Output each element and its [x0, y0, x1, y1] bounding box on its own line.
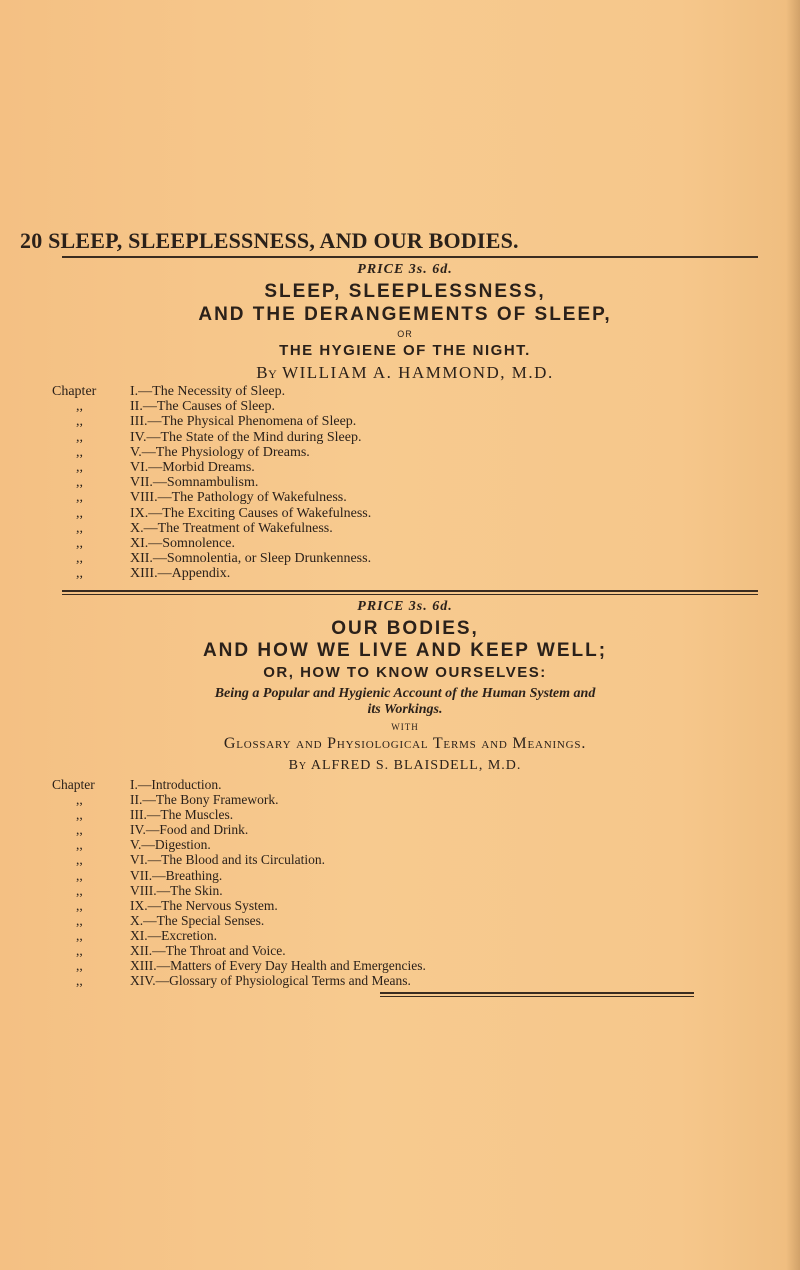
- chapter-row: [52, 475, 371, 490]
- book2-chapter-list: [52, 777, 426, 988]
- chapter-row: [52, 973, 426, 988]
- header-rule: [62, 256, 758, 258]
- ditto-mark: ,,: [76, 837, 83, 853]
- book1-price: PRICE 3s. 6d.: [357, 262, 453, 277]
- chapter-title: XI.—Excretion.: [130, 927, 217, 943]
- ditto-mark: ,,: [76, 867, 83, 883]
- section-rule-bottom: [62, 594, 758, 595]
- chapter-row: [52, 430, 371, 445]
- book1-author-line: [60, 363, 750, 383]
- chapter-title: VII.—Breathing.: [130, 867, 223, 883]
- chapter-title: XII.—The Throat and Voice.: [130, 943, 286, 959]
- book2-glossary: Glossary and Physiological Terms and Meanings.: [223, 735, 587, 752]
- ditto-mark: ,,: [76, 520, 83, 536]
- chapter-row: [52, 958, 426, 973]
- ditto-mark: ,,: [76, 958, 83, 974]
- ditto-mark: ,,: [76, 943, 83, 959]
- chapter-row: [52, 384, 371, 399]
- ditto-mark: ,,: [76, 792, 83, 808]
- chapter-row: [52, 414, 371, 429]
- ditto-mark: ,,: [76, 505, 83, 521]
- chapter-title: IX.—The Nervous System.: [130, 897, 278, 913]
- chapter-title: VI.—Morbid Dreams.: [130, 460, 255, 476]
- chapter-title: II.—The Causes of Sleep.: [130, 399, 276, 415]
- ditto-mark: ,,: [76, 444, 83, 460]
- chapter-title: IV.—The State of the Mind during Sleep.: [130, 429, 362, 445]
- chapter-title: VII.—Somnambulism.: [130, 475, 259, 491]
- book2-with: WITH: [391, 722, 419, 732]
- page-edge-shadow: [786, 0, 800, 1270]
- ditto-mark: ,,: [76, 807, 83, 823]
- chapter-row: [52, 490, 371, 505]
- ditto-mark: ,,: [76, 460, 83, 476]
- book2-title-line3: OR, HOW TO KNOW OURSELVES:: [263, 664, 547, 681]
- chapter-title: XIII.—Appendix.: [130, 566, 231, 582]
- ditto-mark: ,,: [76, 399, 83, 415]
- footer-rule-top: [380, 992, 694, 994]
- chapter-label: Chapter: [52, 777, 95, 792]
- chapter-title: IV.—Food and Drink.: [130, 822, 249, 838]
- chapter-title: II.—The Bony Framework.: [130, 792, 279, 808]
- chapter-title: V.—Digestion.: [130, 837, 211, 853]
- book1-chapter-list: [52, 384, 371, 582]
- chapter-row: [52, 928, 426, 943]
- chapter-title: III.—The Muscles.: [130, 807, 234, 823]
- chapter-title: VI.—The Blood and its Circulation.: [130, 852, 325, 868]
- chapter-title: XI.—Somnolence.: [130, 536, 235, 552]
- chapter-row: [52, 445, 371, 460]
- ditto-mark: ,,: [76, 973, 83, 989]
- chapter-row: [52, 777, 426, 792]
- book1-title-line2: AND THE DERANGEMENTS OF SLEEP,: [198, 304, 612, 325]
- book1-subtitle: THE HYGIENE OF THE NIGHT.: [279, 342, 531, 359]
- chapter-title: X.—The Special Senses.: [130, 912, 265, 928]
- chapter-row: [52, 399, 371, 414]
- section-rule-top: [62, 590, 758, 592]
- chapter-title: I.—The Necessity of Sleep.: [130, 384, 286, 399]
- ditto-mark: ,,: [76, 414, 83, 430]
- chapter-row: [52, 551, 371, 566]
- book2-author: ALFRED S. BLAISDELL, M.D.: [310, 758, 522, 773]
- ditto-mark: ,,: [76, 429, 83, 445]
- chapter-title: I.—Introduction.: [130, 777, 222, 792]
- footer-rule-bottom: [380, 996, 694, 997]
- chapter-row: [52, 852, 426, 867]
- chapter-title: XII.—Somnolentia, or Sleep Drunkenness.: [130, 551, 372, 567]
- book2-author-line: [60, 758, 750, 774]
- chapter-row: [52, 521, 371, 536]
- book2-by: By: [288, 758, 308, 773]
- chapter-title: X.—The Treatment of Wakefulness.: [130, 520, 333, 536]
- chapter-row: [52, 460, 371, 475]
- chapter-title: V.—The Physiology of Dreams.: [130, 444, 310, 460]
- book2-description-line1: Being a Popular and Hygienic Account of the Human System and: [214, 686, 596, 701]
- running-head: 20 SLEEP, SLEEPLESSNESS, AND OUR BODIES.: [20, 228, 519, 253]
- book1-or: OR: [397, 329, 413, 339]
- ditto-mark: ,,: [76, 490, 83, 506]
- ditto-mark: ,,: [76, 536, 83, 552]
- chapter-row: [52, 913, 426, 928]
- book2-price: PRICE 3s. 6d.: [357, 599, 453, 614]
- chapter-row: [52, 566, 371, 581]
- book1-title-line1: SLEEP, SLEEPLESSNESS,: [264, 281, 546, 302]
- ditto-mark: ,,: [76, 897, 83, 913]
- chapter-row: [52, 883, 426, 898]
- chapter-row: [52, 506, 371, 521]
- chapter-title: III.—The Physical Phenomena of Sleep.: [130, 414, 357, 430]
- chapter-row: [52, 868, 426, 883]
- ditto-mark: ,,: [76, 475, 83, 491]
- chapter-title: VIII.—The Pathology of Wakefulness.: [130, 490, 347, 506]
- chapter-row: [52, 898, 426, 913]
- ditto-mark: ,,: [76, 822, 83, 838]
- chapter-title: IX.—The Exciting Causes of Wakefulness.: [130, 505, 372, 521]
- ditto-mark: ,,: [76, 551, 83, 567]
- ditto-mark: ,,: [76, 882, 83, 898]
- chapter-row: [52, 822, 426, 837]
- chapter-label: Chapter: [52, 384, 97, 399]
- chapter-row: [52, 807, 426, 822]
- book2-title-line2: AND HOW WE LIVE AND KEEP WELL;: [202, 640, 608, 661]
- chapter-title: XIV.—Glossary of Physiological Terms and Means.: [130, 973, 411, 989]
- chapter-row: [52, 792, 426, 807]
- ditto-mark: ,,: [76, 852, 83, 868]
- chapter-row: [52, 943, 426, 958]
- chapter-title: VIII.—The Skin.: [130, 882, 223, 898]
- book2-title-line1: OUR BODIES,: [331, 618, 479, 639]
- book1-author: WILLIAM A. HAMMOND, M.D.: [282, 363, 554, 382]
- chapter-row: [52, 837, 426, 852]
- ditto-mark: ,,: [76, 912, 83, 928]
- ditto-mark: ,,: [76, 566, 83, 582]
- book1-by: By: [256, 363, 278, 382]
- chapter-row: [52, 536, 371, 551]
- ditto-mark: ,,: [76, 927, 83, 943]
- book2-description-line2: its Workings.: [367, 702, 443, 717]
- chapter-title: XIII.—Matters of Every Day Health and Emergencies.: [130, 958, 426, 974]
